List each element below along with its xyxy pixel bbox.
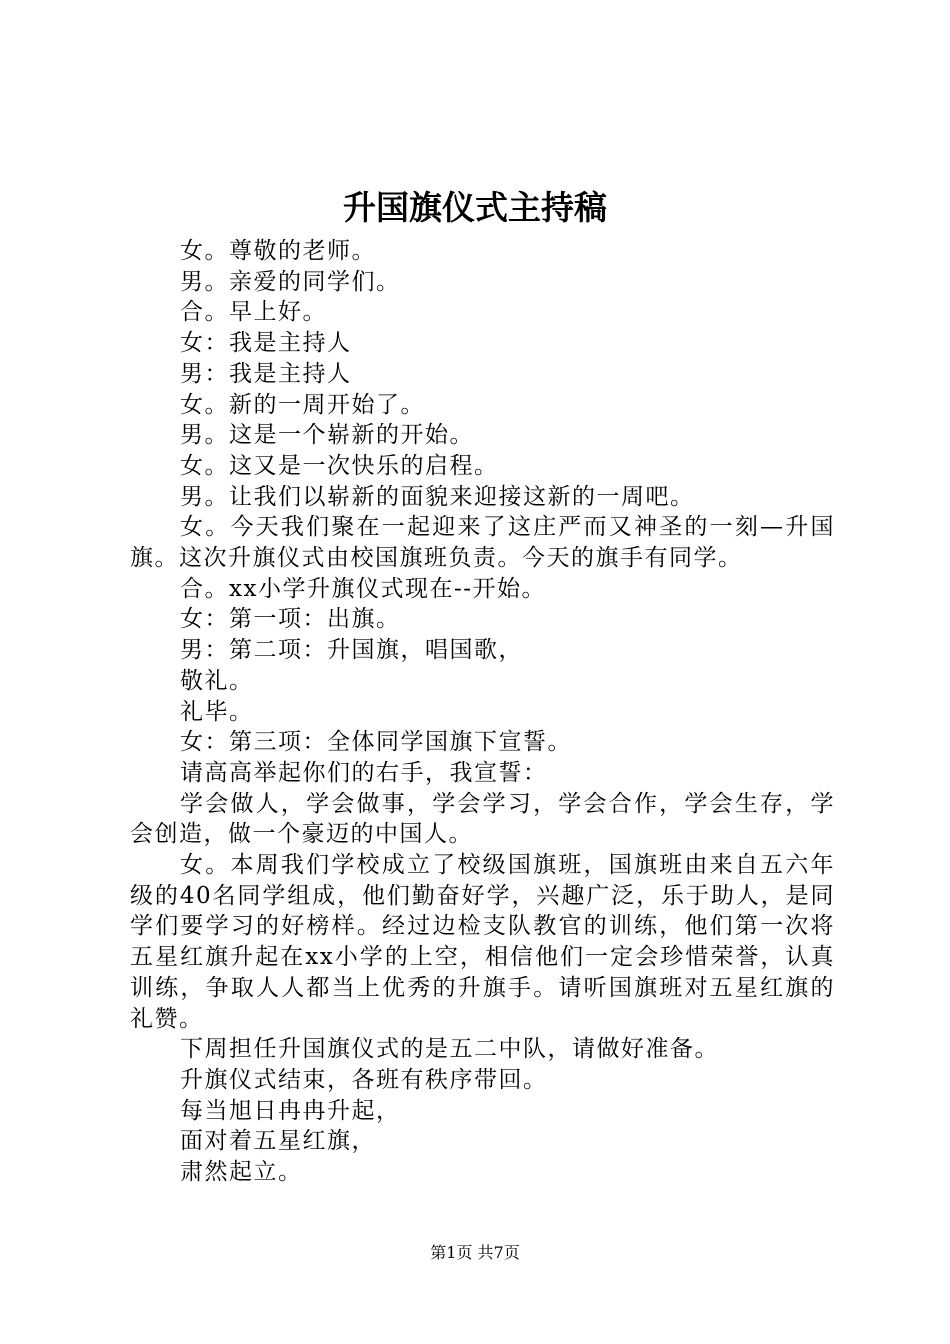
paragraph: 学会做人，学会做事，学会学习，学会合作，学会生存，学会创造，做一个豪迈的中国人。 (130, 790, 835, 848)
paragraph: 男。这是一个崭新的开始。 (180, 422, 474, 449)
paragraph: 女。尊敬的老师。 (180, 238, 376, 264)
paragraph: 合。xx小学升旗仪式现在--开始。 (180, 575, 546, 602)
paragraph: 下周担任升国旗仪式的是五二中队，请做好准备。 (180, 1036, 719, 1063)
document-body (130, 236, 835, 1188)
paragraph: 升旗仪式结束，各班有秩序带回。 (180, 1066, 548, 1093)
paragraph: 女。今天我们聚在一起迎来了这庄严而又神圣的一刻—升国旗。这次升旗仪式由校国旗班负责。今天的旗手有同学。 (130, 514, 835, 572)
paragraph: 男。亲爱的同学们。 (180, 268, 401, 295)
paragraph: 每当旭日冉冉升起， (180, 1097, 401, 1124)
paragraph: 女：第一项：出旗。 (180, 606, 401, 633)
paragraph: 礼毕。 (180, 698, 254, 725)
paragraph: 合。早上好。 (180, 299, 327, 326)
paragraph: 敬礼。 (180, 667, 254, 694)
paragraph: 女。新的一周开始了。 (180, 391, 425, 418)
paragraph: 男。让我们以崭新的面貌来迎接这新的一周吧。 (180, 483, 695, 510)
paragraph: 男：我是主持人 (180, 360, 352, 387)
paragraph: 女：第三项：全体同学国旗下宣誓。 (180, 729, 572, 756)
paragraph: 肃然起立。 (180, 1159, 303, 1186)
document-title: 升国旗仪式主持稿 (343, 188, 607, 227)
paragraph: 请高高举起你们的右手，我宣誓： (180, 759, 548, 786)
paragraph: 女。这又是一次快乐的启程。 (180, 452, 499, 479)
paragraph: 面对着五星红旗， (180, 1128, 376, 1155)
page-footer: 第1页 共7页 (430, 1243, 520, 1262)
paragraph: 女：我是主持人 (180, 330, 352, 357)
paragraph: 男：第二项：升国旗，唱国歌， (180, 637, 523, 664)
paragraph: 女。本周我们学校成立了校级国旗班，国旗班由来自五六年级的40名同学组成，他们勤奋好学，兴趣广泛，乐于助人，是同学们要学习的好榜样。经过边检支队教官的训练，他们第一次将五星红旗升起在xx小学的上空，相信他们一定会珍惜荣誉，认真训练，争取人人都当上优秀的升旗手。请听国旗班对五星红旗的礼赞。 (130, 852, 835, 1032)
